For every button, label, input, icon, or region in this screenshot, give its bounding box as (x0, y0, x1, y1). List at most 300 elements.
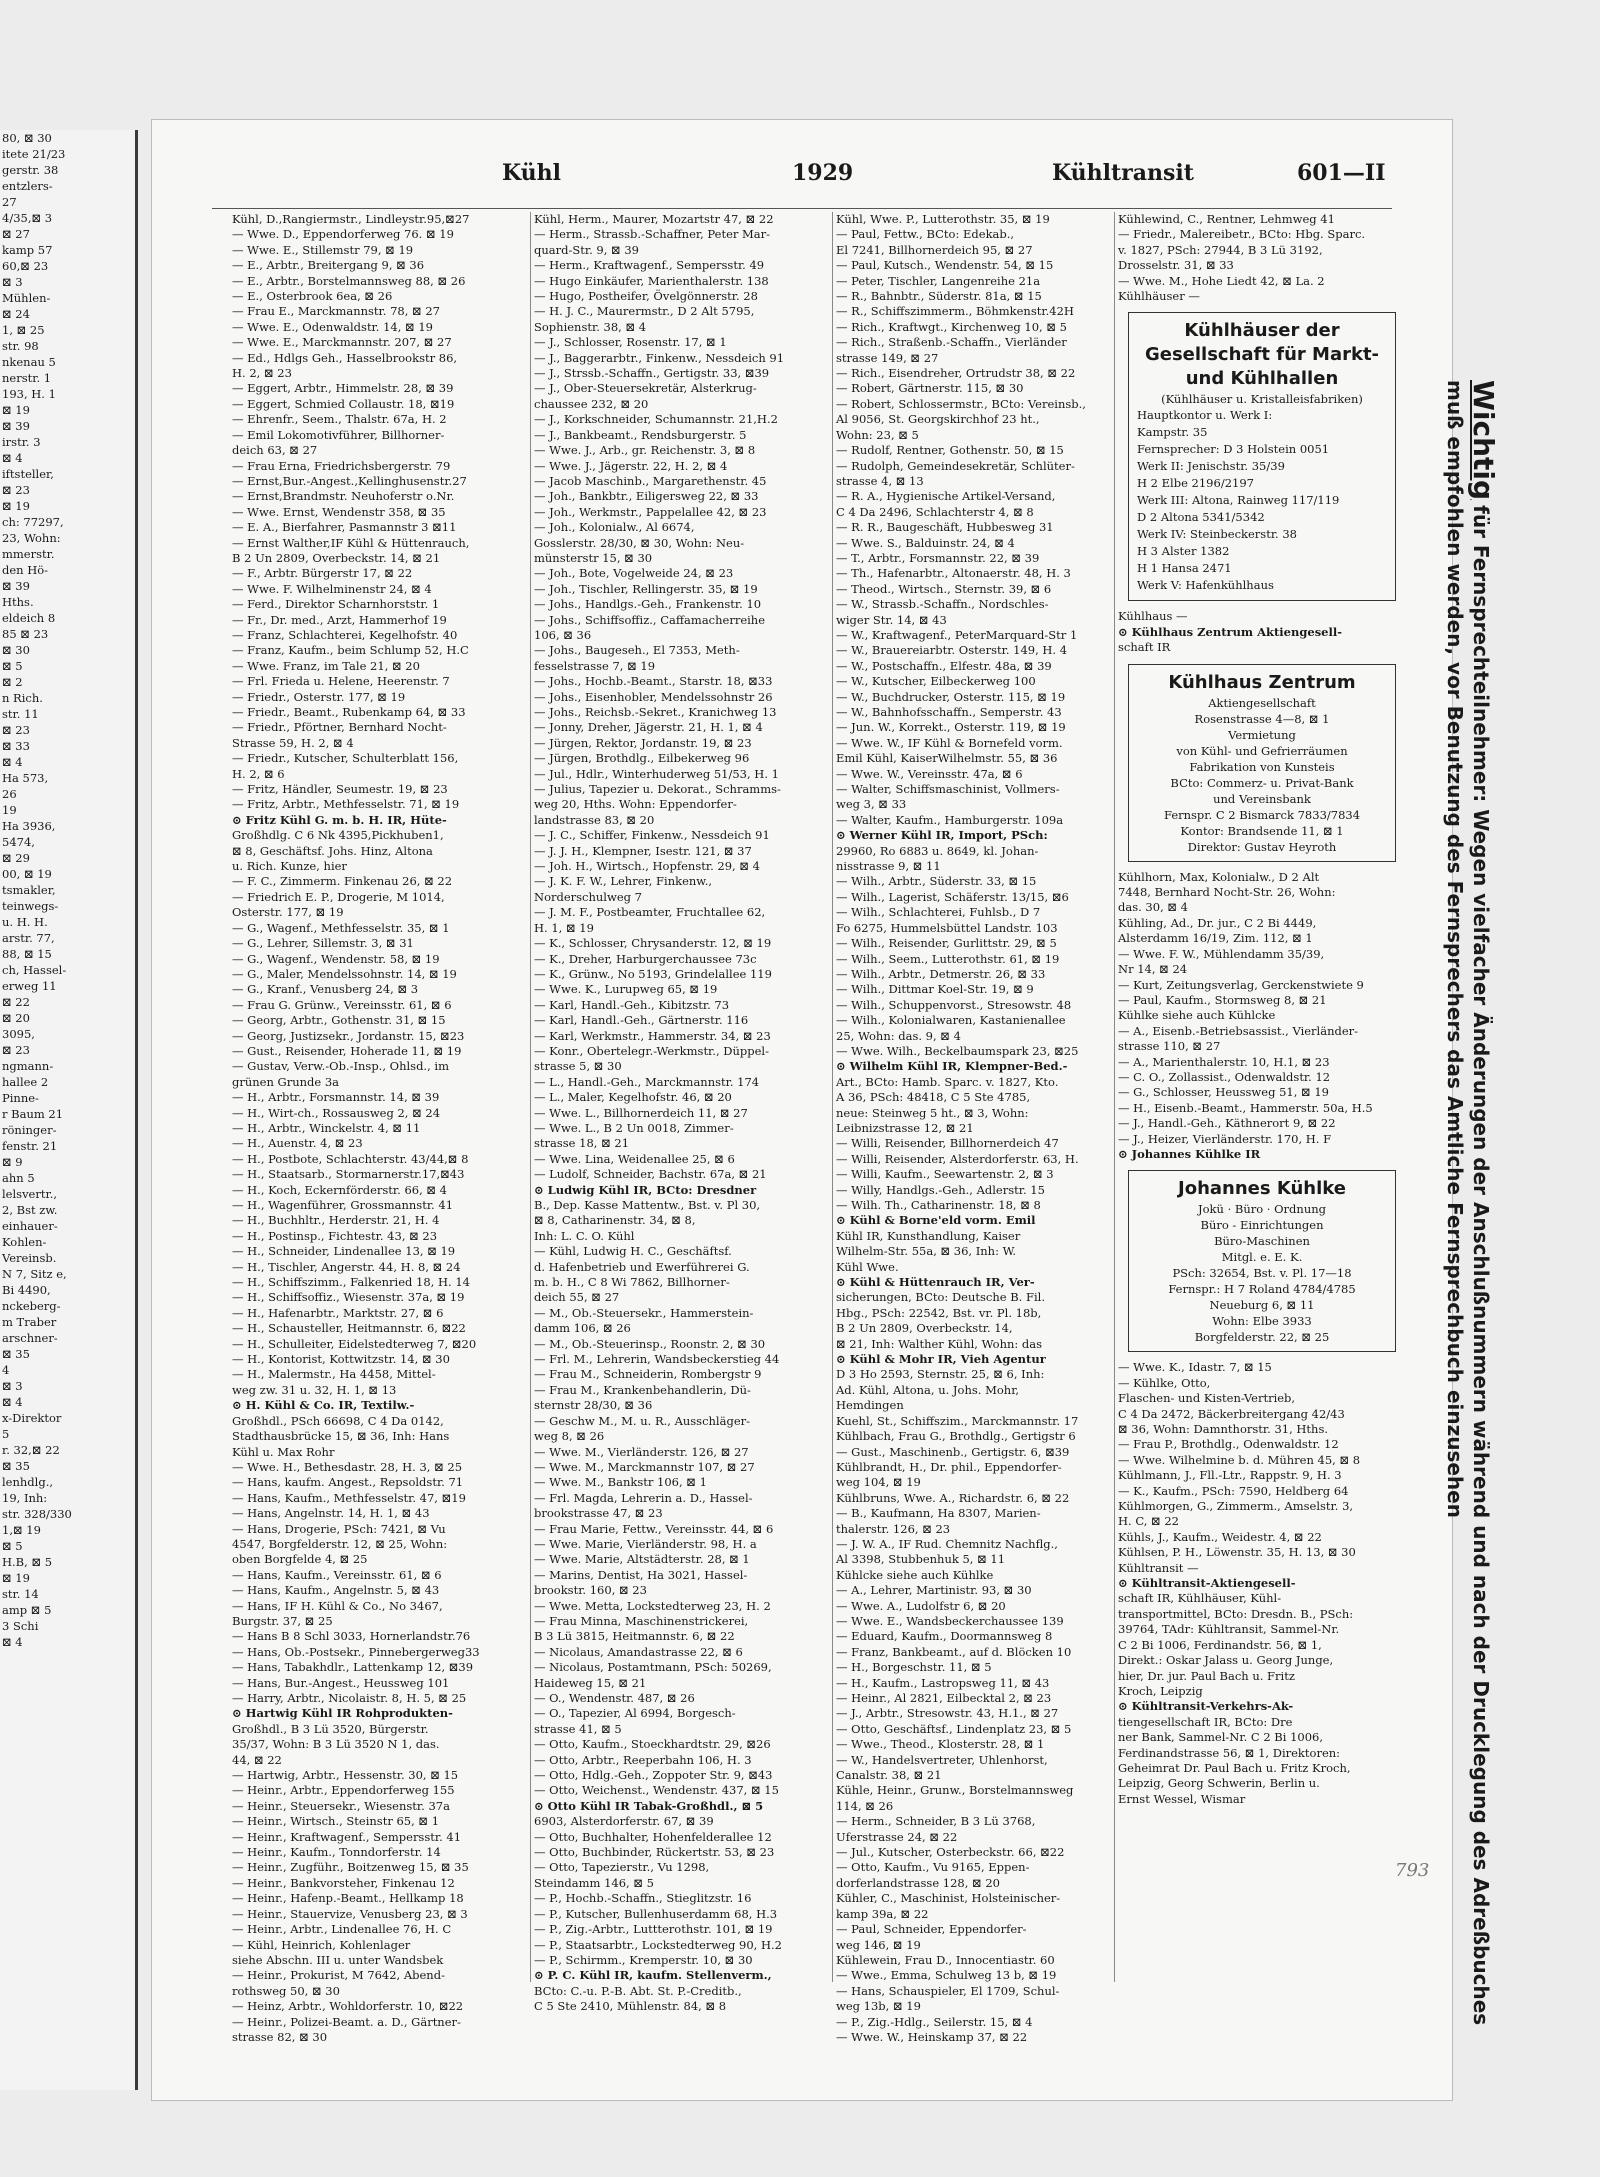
entry-line: 193, H. 1 (2, 387, 56, 401)
entry-line: — Wwe. E., Marckmannstr. 207, ⊠ 27 (232, 335, 452, 350)
entry-line: Werk V: Hafenkühlhaus (1137, 578, 1274, 593)
entry-line: ⊠ 23 (2, 1043, 30, 1057)
entry-line: — Johs., Reichsb.-Sekret., Kranichweg 13 (534, 705, 777, 719)
entry-line: ⊠ 19 (2, 499, 30, 513)
entry-line: — Wwe. Ernst, Wendenstr 358, ⊠ 35 (232, 504, 446, 519)
entry-line: — Wwe. H., Bethesdastr. 28, H. 3, ⊠ 25 (232, 1459, 463, 1474)
page-header (152, 160, 1452, 200)
entry-line: Gosslerstr. 28/30, ⊠ 30, Wohn: Neu- (534, 535, 745, 550)
entry-line: schaft IR (1118, 640, 1171, 655)
entry-line: — M., Ob.-Steuerinsp., Roonstr. 2, ⊠ 30 (534, 1336, 766, 1351)
entry-line: — L., Maler, Kegelhofstr. 46, ⊠ 20 (534, 1090, 732, 1105)
entry-line: x-Direktor (2, 1411, 62, 1425)
entry-line: — B., Kaufmann, Ha 8307, Marien- (836, 1506, 1041, 1521)
entry-line: — Wwe. Marie, Vierländerstr. 98, H. a (534, 1536, 757, 1551)
entry-line: — G., Wagenf., Methfesselstr. 35, ⊠ 1 (232, 920, 450, 935)
entry-line: — Heinr., Kraftwagenf., Sempersstr. 41 (232, 1829, 462, 1844)
entry-line: — H., Kaufm., Lastropsweg 11, ⊠ 43 (836, 1675, 1050, 1690)
entry-line: — Hans B 8 Schl 3033, Hornerlandstr.76 (232, 1629, 471, 1644)
entry-line: — Fritz, Händler, Seumestr. 19, ⊠ 23 (232, 782, 448, 797)
entry-line: Kühl IR, Kunsthandlung, Kaiser (836, 1228, 1021, 1243)
entry-line: ⊠ 9 (2, 1155, 23, 1169)
entry-line: mmerstr. (2, 547, 55, 561)
entry-line: — G., Lehrer, Sillemstr. 3, ⊠ 31 (232, 936, 414, 951)
entry-line: — Otto, Hdlg.-Geh., Zoppoter Str. 9, ⊠43 (534, 1768, 773, 1783)
entry-line: Geheimrat Dr. Paul Bach u. Fritz Kroch, (1118, 1760, 1351, 1775)
entry-line: — H., Wirt-ch., Rossausweg 2, ⊠ 24 (232, 1105, 441, 1120)
entry-line: Kühlke siehe auch Kühlcke (1118, 1008, 1276, 1023)
entry-line: — Heinr., Bankvorsteher, Finkenau 12 (232, 1875, 455, 1890)
entry-line: quard-Str. 9, ⊠ 39 (534, 242, 639, 257)
entry-line: Kühlbach, Frau G., Brothdlg., Gertigstr 6 (836, 1429, 1076, 1444)
entry-line: — Karl, Handl.-Geh., Kibitzstr. 73 (534, 997, 730, 1012)
entry-line: — H., Malermstr., Ha 4458, Mittel- (232, 1367, 436, 1382)
entry-line: H 1 Hansa 2471 (1137, 561, 1232, 576)
entry-line: BCto: Commerz- u. Privat-Bank (1170, 775, 1354, 790)
entry-line: Kühlmorgen, G., Zimmerm., Amselstr. 3, (1118, 1499, 1354, 1514)
entry-line: Direktor: Gustav Heyroth (1187, 839, 1337, 854)
entry-line: ⊙ Ludwig Kühl IR, BCto: Dresdner (534, 1182, 757, 1197)
entry-line: 35/37, Wohn: B 3 Lü 3520 N 1, das. (232, 1737, 440, 1752)
entry-line: — Wwe. Wilhelmine b. d. Mühren 45, ⊠ 8 (1118, 1452, 1361, 1467)
ad-subtitle: Aktiengesellschaft (1208, 695, 1316, 710)
entry-line: Großhdlg. C 6 Nk 4395,Pickhuben1, (232, 828, 444, 843)
entry-line: itete 21/23 (2, 147, 66, 161)
entry-line: Kühlbrandt, H., Dr. phil., Eppendorfer- (836, 1459, 1062, 1474)
entry-line: ⊠ 5 (2, 659, 23, 673)
entry-line: — K., Schlosser, Chrysanderstr. 12, ⊠ 19 (534, 936, 772, 951)
ad-subtitle: (Kühlhäuser u. Kristalleisfabriken) (1161, 392, 1363, 407)
entry-line: — Willy, Handlgs.-Geh., Adlerstr. 15 (836, 1182, 1045, 1197)
entry-line: — Wwe., Theod., Klosterstr. 28, ⊠ 1 (836, 1737, 1045, 1752)
entry-line: brookstrasse 47, ⊠ 23 (534, 1506, 663, 1521)
entry-line: — J., Korkschneider, Schumannstr. 21,H.2 (534, 412, 778, 427)
entry-line: — Ludolf, Schneider, Bachstr. 67a, ⊠ 21 (534, 1167, 767, 1182)
entry-line: — Frl. Frieda u. Helene, Heerenstr. 7 (232, 674, 450, 689)
entry-line: — J., Arbtr., Stresowstr. 43, H.1., ⊠ 27 (836, 1706, 1059, 1721)
entry-line: Kühlewein, Frau D., Innocentiastr. 60 (836, 1952, 1055, 1967)
entry-line: lelsvertr., (2, 1187, 58, 1201)
column-divider (1114, 212, 1115, 1982)
entry-line: hallee 2 (2, 1075, 49, 1089)
entry-line: — Jonny, Dreher, Jägerstr. 21, H. 1, ⊠ 4 (534, 720, 763, 735)
entry-line: sicherungen, BCto: Deutsche B. Fil. (836, 1290, 1045, 1305)
entry-line: Kühl Wwe. (836, 1259, 899, 1274)
entry-line: Alsterdamm 16/19, Zim. 112, ⊠ 1 (1118, 931, 1313, 946)
entry-line: — Wwe. J., Jägerstr. 22, H. 2, ⊠ 4 (534, 458, 728, 473)
entry-line: strasse 82, ⊠ 30 (232, 2029, 328, 2044)
header-page-number: 601—II (1297, 160, 1386, 186)
entry-line: — Kühl, Ludwig H. C., Geschäftsf. (534, 1244, 732, 1259)
entry-line: — W., Handelsvertreter, Uhlenhorst, (836, 1752, 1048, 1767)
entry-line: ch, Hassel- (2, 963, 67, 977)
entry-line: 2, Bst zw. (2, 1203, 58, 1217)
entry-line: Kühlewind, C., Rentner, Lehmweg 41 (1118, 212, 1335, 226)
entry-line: Großhdl., PSch 66698, C 4 Da 0142, (232, 1413, 444, 1428)
entry-line: — Johs., Eisenhobler, Mendelssohnstr 26 (534, 689, 773, 704)
entry-line: — H., Auenstr. 4, ⊠ 23 (232, 1136, 363, 1151)
entry-line: — Marins, Dentist, Ha 3021, Hassel- (534, 1567, 748, 1582)
entry-line: — Wilh., Arbtr., Detmerstr. 26, ⊠ 33 (836, 966, 1046, 981)
entry-line: — Heinr., Steuersekr., Wiesenstr. 37a (232, 1798, 450, 1813)
ad-title: Kühlhäuser der Gesellschaft für Markt- und Kühlhallen (1144, 320, 1380, 390)
entry-line: — W., Kutscher, Eilbeckerweg 100 (836, 674, 1036, 689)
entry-line: — Herm., Strassb.-Schaffner, Peter Mar- (534, 227, 771, 242)
entry-line: ⊙ Kühl & Borne'eld vorm. Emil (836, 1213, 1036, 1228)
entry-line: — Heinr., Polizei-Beamt. a. D., Gärtner- (232, 2014, 461, 2029)
entry-line: — E., Osterbrook 6ea, ⊠ 26 (232, 289, 393, 304)
entry-line: ⊠ 30 (2, 643, 30, 657)
entry-line: — Kurt, Zeitungsverlag, Gerckenstwiete 9 (1118, 977, 1364, 992)
entry-line: weg 20, Hths. Wohn: Eppendorfer- (534, 797, 737, 812)
entry-line: eldeich 8 (2, 611, 56, 625)
entry-line: — Hartwig, Arbtr., Hessenstr. 30, ⊠ 15 (232, 1768, 459, 1783)
column-divider (832, 212, 833, 1982)
entry-line: wiger Str. 14, ⊠ 43 (836, 612, 947, 627)
entry-line: — H., Schausteller, Heitmannstr. 6, ⊠22 (232, 1321, 466, 1336)
entry-line: — H., Arbtr., Winckelstr. 4, ⊠ 11 (232, 1120, 421, 1135)
entry-line: — Friedr., Osterstr. 177, ⊠ 19 (232, 689, 406, 704)
entry-line: ⊠ 36, Wohn: Damnthorstr. 31, Hths. (1118, 1422, 1329, 1436)
entry-line: ⊠ 20 (2, 1011, 30, 1025)
entry-line: — Hans, Angelnstr. 14, H. 1, ⊠ 43 (232, 1506, 430, 1521)
entry-line: ⊙ Kühl & Mohr IR, Vieh Agentur (836, 1352, 1046, 1367)
entry-line: — Wwe. M., Bankstr 106, ⊠ 1 (534, 1475, 707, 1490)
entry-line: — H., Borgeschstr. 11, ⊠ 5 (836, 1660, 992, 1675)
entry-line: — Wilh., Schuppenvorst., Stresowstr. 48 (836, 997, 1072, 1012)
entry-line: Al 3398, Stubbenhuk 5, ⊠ 11 (836, 1552, 1006, 1567)
entry-line: — Willi, Kaufm., Seewartenstr. 2, ⊠ 3 (836, 1167, 1054, 1182)
entry-line: — J. W. A., IF Rud. Chemnitz Nachflg., (836, 1536, 1058, 1551)
entry-line: Leibnizstrasse 12, ⊠ 21 (836, 1120, 974, 1135)
entry-line: str. 328/330 (2, 1507, 72, 1521)
entry-line: landstrasse 83, ⊠ 20 (534, 812, 655, 827)
entry-line: schaft IR, Kühlhäuser, Kühl- (1118, 1591, 1282, 1606)
entry-line: — Johs., Handlgs.-Geh., Frankenstr. 10 (534, 597, 762, 612)
entry-line: — Friedrich E. P., Drogerie, M 1014, (232, 889, 445, 904)
ad-title: Kühlhaus Zentrum (1168, 671, 1356, 693)
entry-line: von Kühl- und Gefrierräumen (1176, 743, 1348, 758)
entry-line: arschner- (2, 1331, 58, 1345)
entry-line: — Heinr., Zugführ., Boitzenweg 15, ⊠ 35 (232, 1860, 469, 1875)
entry-line: — Heinr., Wirtsch., Steinstr 65, ⊠ 1 (232, 1814, 440, 1829)
entry-line: — O., Tapezier, Al 6994, Borgesch- (534, 1706, 736, 1721)
entry-line: gerstr. 38 (2, 163, 59, 177)
entry-line: — Frau E., Marckmannstr. 78, ⊠ 27 (232, 304, 440, 319)
entry-line: — Georg, Justizsekr., Jordanstr. 15, ⊠23 (232, 1028, 465, 1043)
notice-text: für Fernsprechteilnehmer: Wegen vielfacher Änderungen der Anschlußnummern während und nach der Drucklegung des Adreßbuches muß empfohlen werden, vor Benutzung des Fernsprechers das Amtliche Fernsprechbuch einzusehen (1443, 380, 1493, 2026)
entry-line: — Jürgen, Rektor, Jordanstr. 19, ⊠ 23 (534, 735, 752, 750)
entry-line: — Wwe. K., Lurupweg 65, ⊠ 19 (534, 982, 718, 997)
entry-line: ⊠ 4 (2, 755, 23, 769)
entry-line: ⊙ Wilhelm Kühl IR, Klempner-Bed.- (836, 1059, 1068, 1074)
entry-line: — Heinr., Arbtr., Eppendorferweg 155 (232, 1783, 455, 1798)
entry-line: ⊙ Otto Kühl IR Tabak-Großhdl., ⊠ 5 (534, 1798, 764, 1813)
entry-line: — Hans, Kaufm., Methfesselstr. 47, ⊠19 (232, 1490, 466, 1505)
entry-line: Leipzig, Georg Schwerin, Berlin u. (1118, 1776, 1320, 1791)
entry-line: Kühler, C., Maschinist, Holsteinischer- (836, 1891, 1061, 1906)
entry-line: — Otto, Geschäftsf., Lindenplatz 23, ⊠ 5 (836, 1721, 1072, 1736)
entry-line: — Wwe. Franz, im Tale 21, ⊠ 20 (232, 658, 420, 673)
entry-line: r. 32,⊠ 22 (2, 1443, 60, 1457)
entry-line: teinwegs- (2, 899, 59, 913)
entry-line: — H., Schiffsoffiz., Wiesenstr. 37a, ⊠ 19 (232, 1290, 465, 1305)
entry-line: — H., Schiffszimm., Falkenried 18, H. 14 (232, 1275, 470, 1290)
entry-line: — Joh., Bankbtr., Eiligersweg 22, ⊠ 33 (534, 489, 759, 504)
entry-line: B 3 Lü 3815, Heitmannstr. 6, ⊠ 22 (534, 1629, 735, 1644)
entry-line: ⊠ 3 (2, 275, 23, 289)
entry-line: — P., Kutscher, Bullenhuserdamm 68, H.3 (534, 1906, 778, 1921)
entry-line: Rosenstrasse 4—8, ⊠ 1 (1194, 711, 1330, 726)
entry-line: Ha 573, (2, 771, 49, 785)
col4-bottom (1118, 1360, 1408, 1807)
entry-line: Kühl u. Max Rohr (232, 1444, 335, 1459)
entry-line: v. 1827, PSch: 27944, B 3 Lü 3192, (1118, 242, 1323, 257)
entry-line: C 4 Da 2472, Bäckerbreitergang 42/43 (1118, 1406, 1345, 1421)
entry-line: chaussee 232, ⊠ 20 (534, 396, 649, 411)
entry-line: tsmakler, (2, 883, 56, 897)
entry-line: — Ehrenfr., Seem., Thalstr. 67a, H. 2 (232, 412, 447, 427)
entry-line: — Theod., Wirtsch., Sternstr. 39, ⊠ 6 (836, 581, 1052, 596)
entry-line: — Robert, Schlossermstr., BCto: Vereinsb., (836, 396, 1086, 411)
entry-line: Großhdl., B 3 Lü 3520, Bürgerstr. (232, 1721, 429, 1736)
entry-line: 5474, (2, 835, 35, 849)
entry-line: — Wwe. F. W., Mühlendamm 35/39, (1118, 946, 1325, 961)
entry-line: — M., Ob.-Steuersekr., Hammerstein- (534, 1305, 754, 1320)
entry-line: — J. C., Schiffer, Finkenw., Nessdeich 91 (534, 828, 770, 843)
entry-line: Fernspr. C 2 Bismarck 7833/7834 (1163, 807, 1361, 822)
entry-line: einhauer- (2, 1219, 58, 1233)
entry-line: Kühle, Heinr., Grunw., Borstelmannsweg (836, 1783, 1074, 1798)
entry-line: entzlers- (2, 179, 53, 193)
entry-line: — R. R., Baugeschäft, Hubbesweg 31 (836, 520, 1054, 535)
entry-line: H. C, ⊠ 22 (1118, 1514, 1179, 1529)
entry-line: ⊙ Johannes Kühlke IR (1118, 1146, 1261, 1161)
entry-line: Kühlcke siehe auch Kühlke (836, 1567, 994, 1582)
entry-line: — Heinr., Prokurist, M 7642, Abend- (232, 1968, 445, 1983)
ad-box-kuehlhaus-zentrum (1128, 664, 1396, 862)
entry-line: 114, ⊠ 26 (836, 1798, 894, 1813)
entry-line: — L., Handl.-Geh., Marckmannstr. 174 (534, 1074, 760, 1089)
entry-line: — Wwe. Marie, Altstädterstr. 28, ⊠ 1 (534, 1552, 750, 1567)
entry-line: u. H. H. (2, 915, 48, 929)
entry-line: nerstr. 1 (2, 371, 52, 385)
entry-line: Hauptkontor u. Werk I: (1137, 408, 1273, 423)
entry-line: Canalstr. 38, ⊠ 21 (836, 1768, 942, 1783)
entry-line: B., Dep. Kasse Mattentw., Bst. v. Pl 30, (534, 1198, 761, 1212)
entry-line: — Wwe. E., Odenwaldstr. 14, ⊠ 19 (232, 319, 433, 334)
entry-line: Kühlsen, P. H., Löwenstr. 35, H. 13, ⊠ 30 (1118, 1545, 1356, 1560)
entry-line: — P., Zig.-Arbtr., Luttterothstr. 101, ⊠ 19 (534, 1922, 773, 1937)
ad-lines (1137, 711, 1387, 855)
entry-line: — Paul, Fettw., BCto: Edekab., (836, 227, 1015, 242)
entry-line: 4/35,⊠ 3 (2, 211, 53, 225)
entry-line: — Ferd., Direktor Scharnhorststr. 1 (232, 597, 440, 612)
entry-line: Kühltransit — (1118, 1560, 1199, 1575)
entry-line: Haideweg 15, ⊠ 21 (534, 1675, 647, 1690)
entry-line: — O., Wendenstr. 487, ⊠ 26 (534, 1691, 695, 1705)
entry-line: — Kühl, Heinrich, Kohlenlager (232, 1937, 411, 1952)
directory-page (152, 120, 1500, 2100)
entry-line: PSch: 32654, Bst. v. Pl. 17—18 (1172, 1266, 1352, 1281)
entry-line: kamp 57 (2, 243, 53, 257)
entry-line: — J., Schlosser, Rosenstr. 17, ⊠ 1 (534, 335, 727, 350)
entry-line: — Frl. M., Lehrerin, Wandsbeckerstieg 44 (534, 1352, 780, 1367)
entry-line: ahn 5 (2, 1171, 35, 1185)
entry-line: u. Rich. Kunze, hier (232, 859, 347, 874)
entry-line: Stadthausbrücke 15, ⊠ 36, Inh: Hans (232, 1429, 450, 1444)
entry-line: 7448, Bernhard Nocht-Str. 26, Wohn: (1118, 885, 1336, 900)
entry-line: Flaschen- und Kisten-Vertrieb, (1118, 1391, 1296, 1406)
entry-line: Kühls, J., Kaufm., Weidestr. 4, ⊠ 22 (1118, 1529, 1322, 1544)
entry-line: Ernst Wessel, Wismar (1118, 1791, 1246, 1806)
entry-line: — W., Strassb.-Schaffn., Nordschles- (836, 597, 1049, 612)
entry-line: H. 2, ⊠ 23 (232, 366, 292, 381)
entry-line: — Eggert, Arbtr., Himmelstr. 28, ⊠ 39 (232, 381, 454, 396)
column-1 (232, 212, 532, 2044)
vertical-notice (1410, 380, 1500, 2060)
entry-line: fesselstrasse 7, ⊠ 19 (534, 658, 656, 673)
entry-line: — Otto, Tapezierstr., Vu 1298, (534, 1860, 710, 1875)
entry-line: — Walter, Kaufm., Hamburgerstr. 109a (836, 812, 1064, 827)
entry-line: erweg 11 (2, 979, 57, 993)
entry-line: Strasse 59, H. 2, ⊠ 4 (232, 735, 354, 750)
entry-line: r Baum 21 (2, 1107, 64, 1121)
entry-line: — Wwe. M., Hohe Liedt 42, ⊠ La. 2 (1118, 273, 1325, 288)
entry-line: — J., Handl.-Geh., Käthnerort 9, ⊠ 22 (1118, 1116, 1336, 1131)
entry-line: BCto: C.-u. P.-B. Abt. St. P.-Creditb., (534, 1983, 742, 1998)
entry-line: H.B, ⊠ 5 (2, 1555, 53, 1569)
entry-line: d. Hafenbetrieb und Ewerführerei G. (534, 1259, 750, 1274)
entry-line: — Ernst,Brandmstr. Neuhoferstr o.Nr. (232, 489, 455, 504)
entry-line: hier, Dr. jur. Paul Bach u. Fritz (1118, 1668, 1295, 1683)
entry-line: Büro-Maschinen (1214, 1234, 1310, 1249)
entry-line: Kühl, Wwe. P., Lutterothstr. 35, ⊠ 19 (836, 212, 1050, 226)
entry-line: Ferdinandstrasse 56, ⊠ 1, Direktoren: (1118, 1745, 1341, 1760)
entry-line: — Friedr., Malereibetr., BCto: Hbg. Sparc. (1118, 227, 1366, 242)
entry-line: — H., Wagenführer, Grossmannstr. 41 (232, 1198, 454, 1212)
entry-line: ⊠ 35 (2, 1459, 30, 1473)
entry-line: iftsteller, (2, 467, 54, 481)
entry-line: sternstr 28/30, ⊠ 36 (534, 1398, 653, 1413)
entry-line: — H. J. C., Maurermstr., D 2 Alt 5795, (534, 304, 755, 319)
entry-line: — P., Schirmm., Kremperstr. 10, ⊠ 30 (534, 1952, 753, 1967)
entry-line: — E., Arbtr., Borstelmannsweg 88, ⊠ 26 (232, 273, 466, 288)
entry-line: Kühlhaus — (1118, 609, 1188, 624)
entry-line: Borgfelderstr. 22, ⊠ 25 (1194, 1330, 1330, 1345)
entry-line: Kontor: Brandsende 11, ⊠ 1 (1180, 823, 1344, 838)
entry-line: ⊠ 23 (2, 723, 30, 737)
entry-line: — A., Lehrer, Martinistr. 93, ⊠ 30 (836, 1583, 1032, 1598)
entry-line: — Franz, Bankbeamt., auf d. Blöcken 10 (836, 1644, 1072, 1659)
entry-line: den Hö- (2, 563, 49, 577)
entry-line: El 7241, Billhornerdeich 95, ⊠ 27 (836, 242, 1033, 257)
entry-line: weg 3, ⊠ 33 (836, 797, 907, 812)
entry-line: — Eduard, Kaufm., Doormannsweg 8 (836, 1629, 1053, 1644)
entry-line: 88, ⊠ 15 (2, 947, 52, 961)
entry-line: ⊠ 19 (2, 1571, 30, 1585)
entry-line: — F. C., Zimmerm. Finkenau 26, ⊠ 22 (232, 874, 453, 889)
entry-line: — J., Strssb.-Schaffn., Gertigstr. 33, ⊠39 (534, 366, 770, 381)
entry-line: siehe Abschn. III u. unter Wandsbek (232, 1952, 444, 1967)
entry-line: Mühlen- (2, 291, 51, 305)
entry-line: Fernspr.: H 7 Roland 4784/4785 (1168, 1282, 1356, 1297)
entry-line: 6903, Alsterdorferstr. 67, ⊠ 39 (534, 1814, 714, 1829)
entry-line: 29960, Ro 6883 u. 8649, kl. Johan- (836, 843, 1039, 858)
entry-line: — Hans, Tabakhdlr., Lattenkamp 12, ⊠39 (232, 1660, 474, 1675)
entry-line: — Wwe. F. Wilhelminenstr 24, ⊠ 4 (232, 581, 432, 596)
entry-line: ch: 77297, (2, 515, 64, 529)
entry-line: — H., Tischler, Angerstr. 44, H. 8, ⊠ 24 (232, 1259, 461, 1274)
entry-line: Direkt.: Oskar Jalass u. Georg Junge, (1118, 1653, 1334, 1668)
entry-line: 4547, Borgfelderstr. 12, ⊠ 25, Wohn: (232, 1536, 448, 1551)
entry-line: — Franz, Kaufm., beim Schlump 52, H.C (232, 643, 469, 658)
entry-line: Ha 3936, (2, 819, 56, 833)
entry-line: — Wilh., Seem., Lutterothstr. 61, ⊠ 19 (836, 951, 1060, 966)
entry-line: — G., Kranf., Venusberg 24, ⊠ 3 (232, 982, 419, 997)
entry-line: — Friedr., Beamt., Rubenkamp 64, ⊠ 33 (232, 705, 466, 719)
entry-line: — Hans, Drogerie, PSch: 7421, ⊠ Vu (232, 1521, 446, 1536)
entry-line: strasse 41, ⊠ 5 (534, 1721, 622, 1736)
header-rule (212, 208, 1392, 209)
entry-line: rothsweg 50, ⊠ 30 (232, 1983, 340, 1998)
entry-line: Sophienstr. 38, ⊠ 4 (534, 319, 647, 334)
col4-top (1118, 212, 1408, 304)
entry-line: — Geschw M., M. u. R., Ausschläger- (534, 1413, 751, 1428)
entry-line: — Wwe. Wilh., Beckelbaumspark 23, ⊠25 (836, 1043, 1079, 1058)
entry-line: — Wwe. W., Heinskamp 37, ⊠ 22 (836, 2029, 1028, 2044)
entry-line: Art., BCto: Hamb. Sparc. v. 1827, Kto. (836, 1074, 1059, 1089)
entry-line: — Hans, Kaufm., Angelnstr. 5, ⊠ 43 (232, 1583, 440, 1598)
entry-line: n Rich. (2, 691, 43, 705)
entry-line: ⊠ 3 (2, 1379, 23, 1393)
entry-line: Hths. (2, 595, 34, 609)
entry-line: Norderschulweg 7 (534, 889, 642, 904)
entry-line: Kühlhäuser — (1118, 289, 1200, 304)
entry-line: — Joh., Bote, Vogelweide 24, ⊠ 23 (534, 566, 734, 581)
entry-line: ⊠ 5 (2, 1539, 23, 1553)
entry-line: ⊙ P. C. Kühl IR, kaufm. Stellenverm., (534, 1968, 772, 1983)
entry-line: — R., Schiffszimmerm., Böhmkenstr.42H (836, 304, 1074, 319)
entry-line: ⊠ 21, Inh: Walther Kühl, Wohn: das (836, 1336, 1043, 1351)
entry-line: — Wwe. Metta, Lockstedterweg 23, H. 2 (534, 1598, 771, 1613)
header-right-keyword: Kühltransit (1052, 160, 1194, 186)
entry-line: — Fritz, Arbtr., Methfesselstr. 71, ⊠ 19 (232, 797, 460, 812)
ad-lines (1137, 407, 1387, 594)
entry-line: m Traber (2, 1315, 57, 1329)
entry-line: H. 2, ⊠ 6 (232, 766, 285, 781)
notice-lead: Wichtig (1467, 380, 1500, 501)
entry-line: ⊠ 4 (2, 451, 23, 465)
entry-line: — Jun. W., Korrekt., Osterstr. 119, ⊠ 19 (836, 720, 1066, 735)
entry-line: weg zw. 31 u. 32, H. 1, ⊠ 13 (232, 1382, 397, 1397)
entry-line: ⊙ Kühl & Hüttenrauch IR, Ver- (836, 1275, 1035, 1290)
entry-line: — H., Postbote, Schlachterstr. 43/44,⊠ 8 (232, 1151, 469, 1166)
entry-line: m. b. H., C 8 Wi 7862, Billhorner- (534, 1275, 730, 1290)
entry-line: — H., Kontorist, Kottwitzstr. 14, ⊠ 30 (232, 1352, 450, 1367)
entry-line: — Hans, Kaufm., Vereinsstr. 61, ⊠ 6 (232, 1567, 442, 1582)
entry-line: — K., Kaufm., PSch: 7590, Heldberg 64 (1118, 1483, 1349, 1498)
entry-line: — Heinr., Stauervize, Venusberg 23, ⊠ 3 (232, 1906, 468, 1921)
column-3 (836, 212, 1136, 2044)
entry-line: — Jürgen, Brothdlg., Eilbekerweg 96 (534, 751, 750, 766)
entry-line: fenstr. 21 (2, 1139, 58, 1153)
entry-line: — H., Buchhltr., Herderstr. 21, H. 4 (232, 1213, 440, 1228)
entry-line: Werk II: Jenischstr. 35/39 (1137, 459, 1285, 474)
entry-line: ⊠ 27 (2, 227, 30, 241)
entry-line: — P., Zig.-Hdlg., Seilerstr. 15, ⊠ 4 (836, 2014, 1033, 2029)
entry-line: ⊠ 2 (2, 675, 23, 689)
